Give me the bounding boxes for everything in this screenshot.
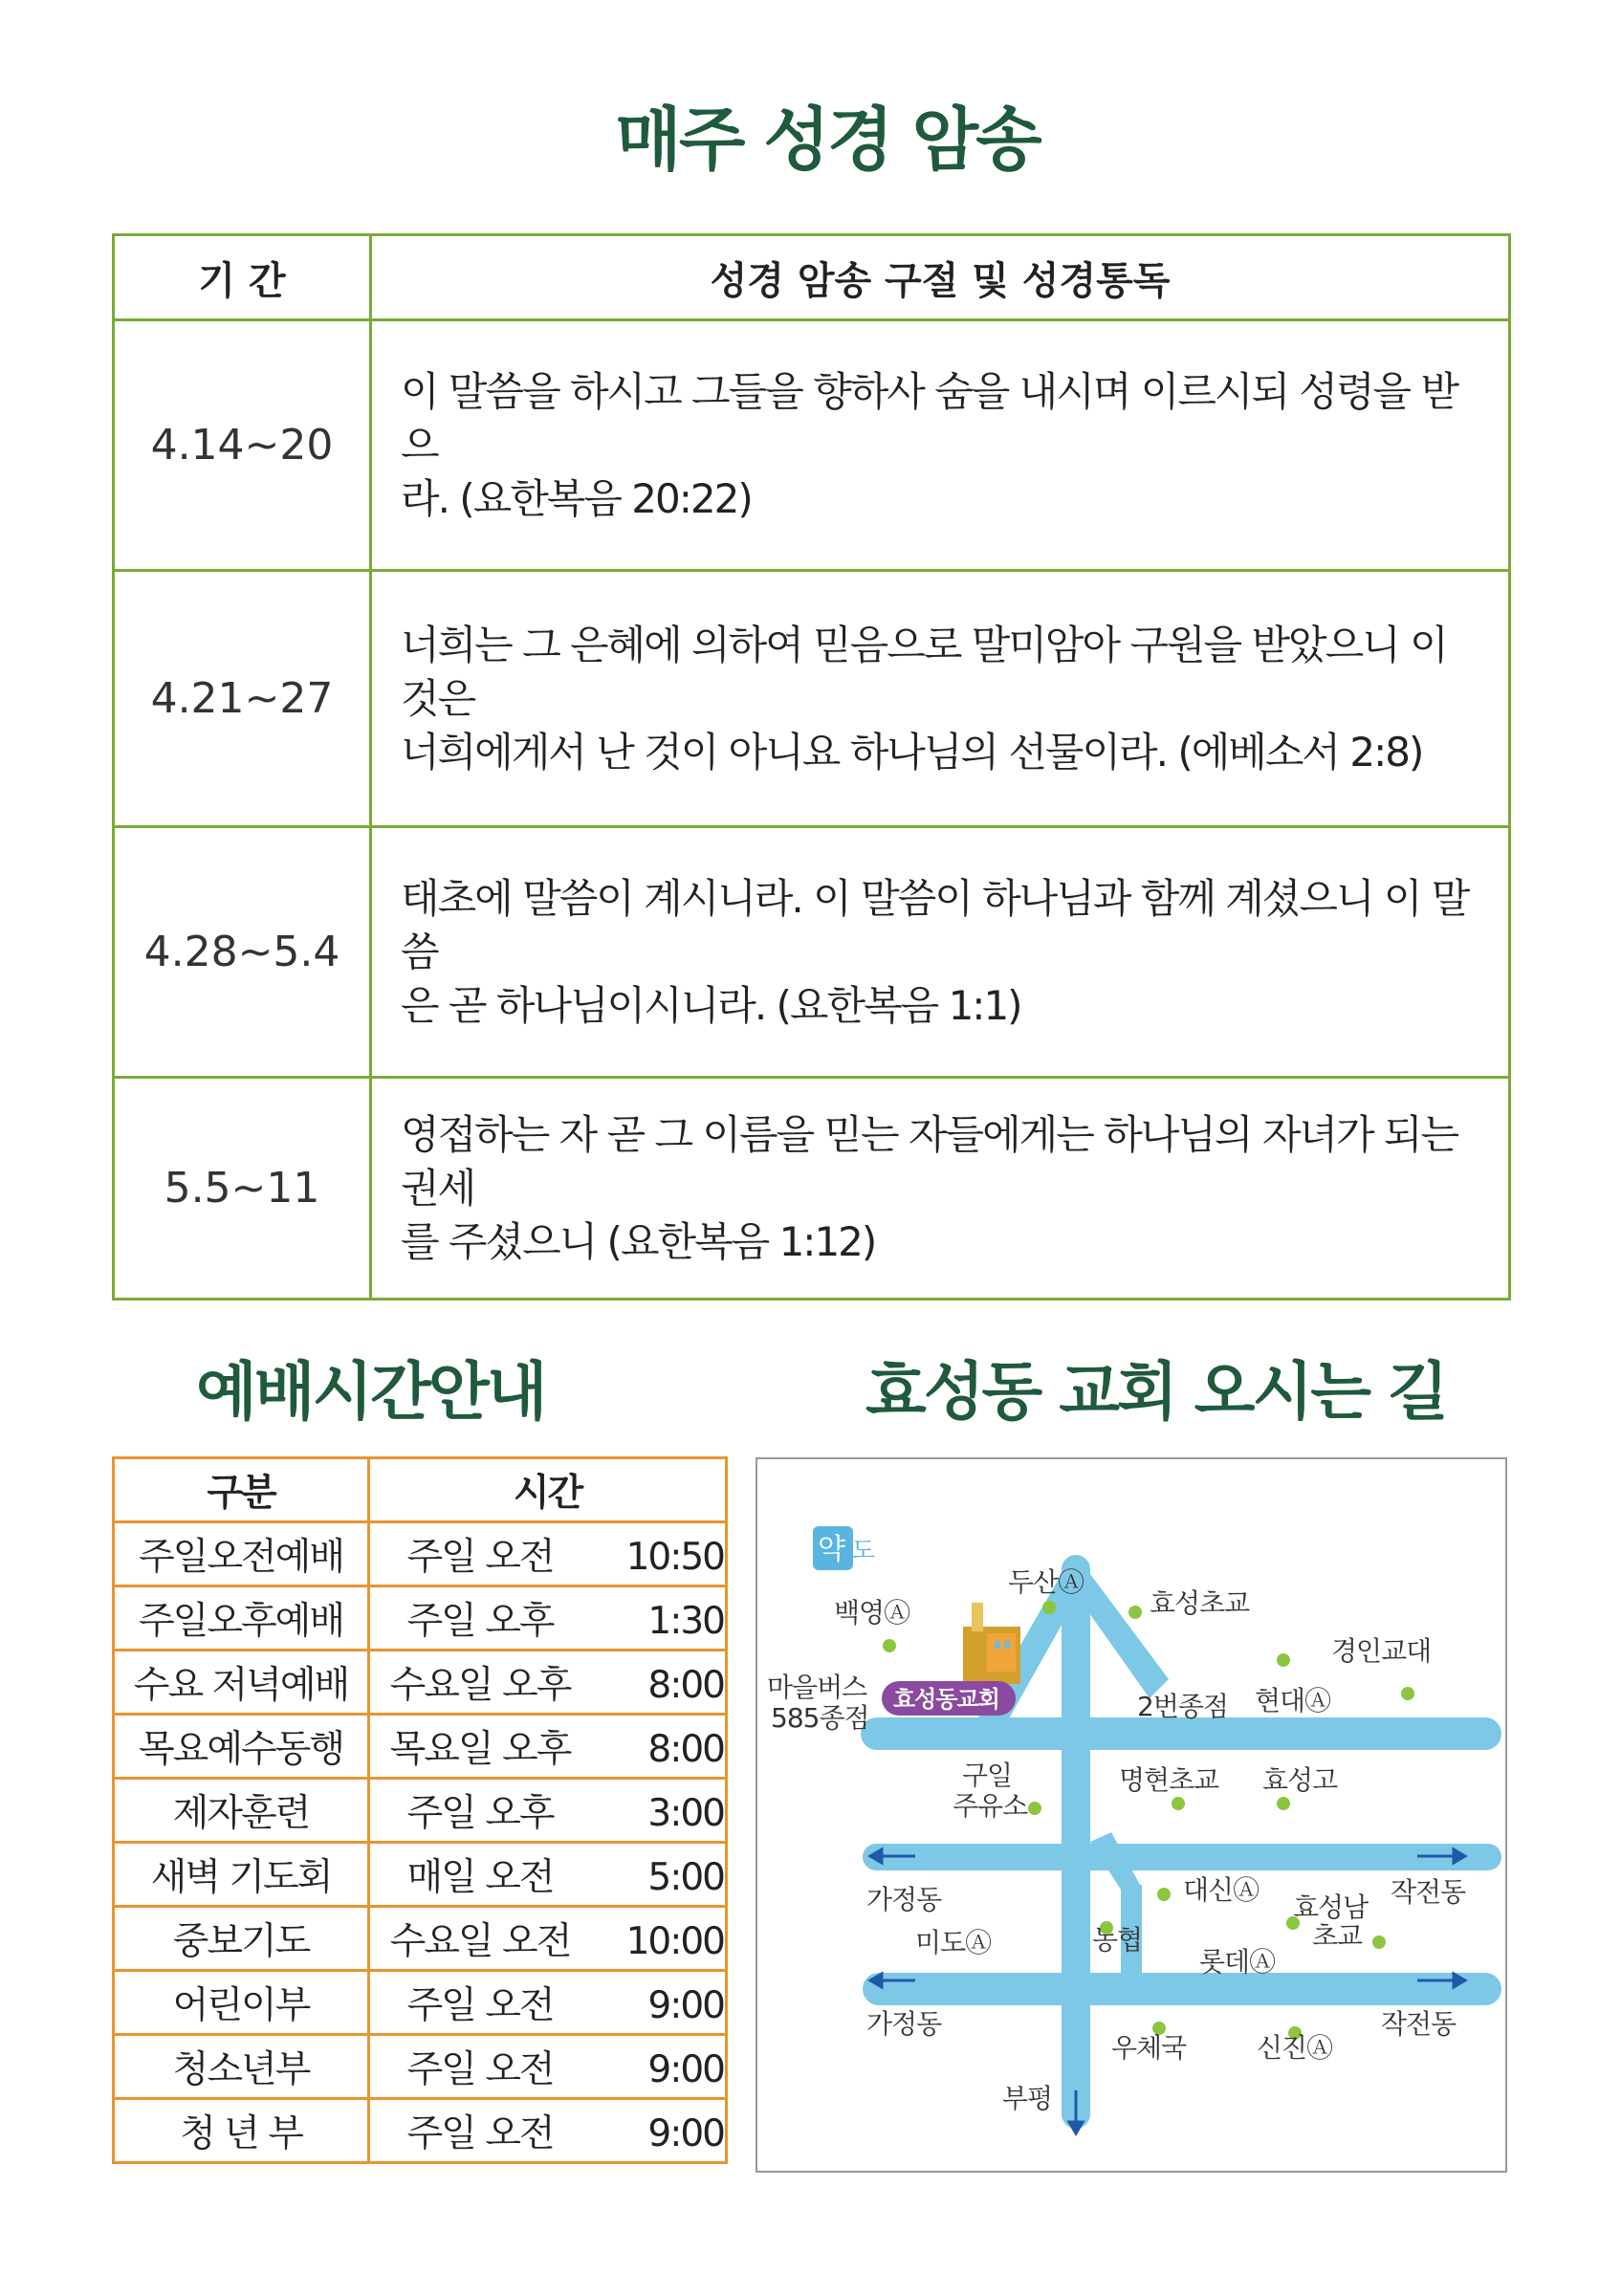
verse-cell [371, 320, 1510, 571]
time-text: 5:00 [647, 1856, 724, 1899]
time-cell [369, 1971, 727, 2035]
period-cell: 5.5~11 [114, 1078, 371, 1300]
day-text: 주일 오전 [406, 1984, 554, 2027]
road-horizontal-main [861, 1717, 1501, 1750]
table-row [114, 1651, 727, 1715]
category-cell: 주일오전예배 [114, 1522, 369, 1586]
time-cell [369, 1907, 727, 1971]
map-label: 마을버스 [767, 1672, 867, 1703]
dot-icon [1372, 1935, 1386, 1949]
verse-line: 너희는 그 은혜에 의하여 믿음으로 말미암아 구원을 받았으니 이것은 [401, 621, 1447, 722]
verse-line: 태초에 말씀이 계시니라. 이 말씀이 하나님과 함께 계셨으니 이 말씀 [401, 874, 1469, 975]
category-cell: 새벽 기도회 [114, 1843, 369, 1907]
verse-line: 를 주셨으니 (요한복음 1:12) [401, 1217, 876, 1265]
day-text: 목요일 오후 [389, 1728, 571, 1771]
map-label: 농협 [1092, 1924, 1143, 1956]
table-row [114, 1971, 727, 2035]
map-label: 명현초교 [1119, 1764, 1219, 1796]
logo-text: 약 [818, 1533, 844, 1566]
road-horizontal-bottom [863, 1973, 1501, 2005]
category-cell: 제자훈련 [114, 1779, 369, 1843]
category-cell: 수요 저녁예배 [114, 1651, 369, 1715]
day-text: 주일 오전 [406, 2112, 554, 2155]
time-text: 9:00 [647, 1984, 724, 2027]
time-cell [369, 1843, 727, 1907]
map-label: 주유소 [953, 1790, 1028, 1822]
table-row [114, 827, 1510, 1078]
dot-icon [883, 1639, 896, 1652]
schedule-table [112, 1456, 728, 2164]
map-label: 부평 [1002, 2083, 1053, 2114]
road-vertical-main [1062, 1555, 1090, 2129]
category-cell: 청소년부 [114, 2035, 369, 2099]
map-label: 효성고 [1262, 1764, 1338, 1796]
map-label: 미도Ⓐ [915, 1927, 992, 1958]
header-period: 기 간 [114, 235, 371, 320]
time-cell [369, 1715, 727, 1779]
road-horizontal-middle [863, 1844, 1501, 1870]
time-text: 1:30 [647, 1600, 724, 1643]
verse-cell [371, 827, 1510, 1078]
day-text: 주일 오후 [406, 1600, 554, 1643]
header-verse: 성경 암송 구절 및 성경통독 [371, 235, 1510, 320]
day-text: 수요일 오전 [389, 1920, 571, 1963]
category-cell: 어린이부 [114, 1971, 369, 2035]
period-cell: 4.28~5.4 [114, 827, 371, 1078]
verse-line: 이 말씀을 하시고 그들을 향하사 숨을 내시며 이르시되 성령을 받으 [401, 367, 1458, 469]
time-cell [369, 2099, 727, 2163]
map-label: 롯데Ⓐ [1199, 1946, 1276, 1978]
table-row [114, 320, 1510, 571]
dot-icon [1401, 1687, 1414, 1700]
category-cell: 주일오후예배 [114, 1586, 369, 1651]
verse-cell [371, 1078, 1510, 1300]
day-text: 주일 오전 [406, 1536, 554, 1579]
map-label: 경인교대 [1331, 1635, 1432, 1667]
dot-icon [1028, 1802, 1041, 1815]
time-cell [369, 1651, 727, 1715]
period-cell: 4.14~20 [114, 320, 371, 571]
header-category: 구분 [114, 1458, 369, 1522]
category-cell: 목요예수동행 [114, 1715, 369, 1779]
map-label: 가정동 [866, 2008, 942, 2040]
verse-line: 라. (요한복음 20:22) [401, 474, 752, 522]
map-label: 작전동 [1381, 2008, 1457, 2040]
map-label: 효성남 [1293, 1891, 1369, 1923]
map-svg [757, 1459, 1505, 2171]
verse-table [112, 233, 1511, 1301]
time-text: 10:50 [625, 1536, 724, 1579]
time-text: 9:00 [647, 2112, 724, 2155]
map-label: 585종점 [771, 1702, 869, 1734]
directions-title: 효성동 교회 오시는 길 [865, 1355, 1446, 1429]
period-cell: 4.21~27 [114, 571, 371, 827]
header-time: 시간 [369, 1458, 727, 1522]
logo-text: 도 [851, 1537, 875, 1565]
map-label: 효성초교 [1150, 1587, 1250, 1619]
day-text: 수요일 오후 [389, 1664, 571, 1707]
time-text: 3:00 [647, 1792, 724, 1835]
table-row [114, 2035, 727, 2099]
map-label: 신진Ⓐ [1257, 2032, 1333, 2064]
day-text: 주일 오전 [406, 2048, 554, 2091]
table-row [114, 1779, 727, 1843]
table-row [114, 571, 1510, 827]
church-icon [963, 1603, 1020, 1684]
time-cell [369, 1779, 727, 1843]
table-row [114, 1586, 727, 1651]
time-cell [369, 1586, 727, 1651]
verse-line: 영접하는 자 곧 그 이름을 믿는 자들에게는 하나님의 자녀가 되는 권세 [401, 1110, 1458, 1212]
worship-title: 예배시간안내 [196, 1355, 545, 1429]
time-text: 9:00 [647, 2048, 724, 2091]
table-row [114, 1522, 727, 1586]
map-label: 2번종점 [1137, 1691, 1228, 1722]
verse-cell [371, 571, 1510, 827]
dot-icon [1042, 1601, 1056, 1614]
map-label: 현대Ⓐ [1255, 1685, 1331, 1717]
verse-table-header [114, 235, 1510, 320]
map-label: 우체국 [1111, 2032, 1187, 2064]
map-label: 구일 [962, 1760, 1013, 1791]
category-cell: 청 년 부 [114, 2099, 369, 2163]
time-cell [369, 1522, 727, 1586]
table-row [114, 1078, 1510, 1300]
verse-line: 은 곧 하나님이시니라. (요한복음 1:1) [401, 981, 1021, 1029]
table-row [114, 1907, 727, 1971]
map-label: 백영Ⓐ [834, 1597, 910, 1629]
dot-icon [1277, 1797, 1290, 1810]
main-title: 매주 성경 암송 [615, 99, 1040, 180]
category-cell: 중보기도 [114, 1907, 369, 1971]
map-label: 대신Ⓐ [1183, 1874, 1260, 1906]
map-label: 초교 [1312, 1920, 1363, 1952]
map-label: 가정동 [866, 1884, 942, 1915]
table-row [114, 1843, 727, 1907]
map-label: 두산Ⓐ [1008, 1566, 1084, 1598]
time-text: 10:00 [625, 1920, 724, 1963]
day-text: 주일 오후 [406, 1792, 554, 1835]
dot-icon [1128, 1606, 1142, 1619]
church-label: 효성동교회 [893, 1686, 999, 1713]
arrow-down-icon [1069, 2122, 1083, 2133]
table-row [114, 1715, 727, 1779]
table-row [114, 2099, 727, 2163]
dot-icon [1172, 1797, 1185, 1810]
time-cell [369, 2035, 727, 2099]
time-text: 8:00 [647, 1664, 724, 1707]
day-text: 매일 오전 [406, 1856, 554, 1899]
schedule-header [114, 1458, 727, 1522]
verse-line: 너희에게서 난 것이 아니요 하나님의 선물이라. (에베소서 2:8) [401, 728, 1423, 776]
dot-icon [1157, 1888, 1171, 1901]
map-label: 작전동 [1391, 1876, 1466, 1908]
directions-map [756, 1457, 1507, 2173]
time-text: 8:00 [647, 1728, 724, 1771]
dot-icon [1277, 1653, 1290, 1667]
